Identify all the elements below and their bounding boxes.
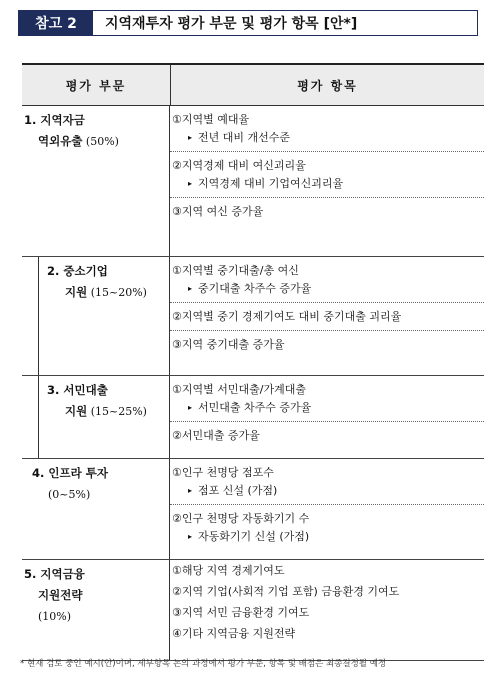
page-title: 지역재투자 평가 부문 및 평가 항목 [안*] (105, 16, 358, 32)
item-label: ①지역별 중기대출/총 여신 (172, 264, 299, 277)
category-cell (22, 106, 170, 256)
category-title: 1. 지역자금 (24, 113, 85, 127)
sub-item-label: 자동화기기 신설 (가점) (198, 530, 310, 543)
evaluation-item (170, 106, 484, 152)
table-body (22, 106, 484, 661)
category-subtitle: 역외유출 (38, 134, 83, 148)
footnote: * 현재 검토 중인 예시(안)이며, 세부항목 논의 과정에서 평가 부문, 항목 및 배점은 최종결정될 예정 (20, 659, 387, 669)
items-cell (170, 257, 484, 375)
triangle-bullet-icon: ▸ (188, 403, 193, 412)
evaluation-item (170, 331, 484, 358)
evaluation-item (170, 376, 484, 422)
category-weight (24, 131, 169, 152)
triangle-bullet-icon: ▸ (188, 179, 193, 188)
table-row (22, 257, 484, 376)
category-title: 4. 인프라 투자 (32, 466, 108, 480)
item-label: ②지역경제 대비 여신괴리율 (172, 159, 306, 172)
title-tag: 참고 2 (19, 11, 93, 35)
sub-item (172, 129, 484, 147)
category-percent: (50%) (82, 135, 119, 148)
item-label: ①해당 지역 경제기여도 (172, 564, 285, 577)
evaluation-item (170, 422, 484, 449)
item-label: ①지역별 예대율 (172, 113, 250, 126)
table-row (22, 459, 484, 560)
item-label: ②지역별 중기 경제기여도 대비 중기대출 괴리율 (172, 310, 402, 323)
sub-item-label: 중기대출 차주수 증가율 (198, 282, 312, 295)
category-weight (32, 484, 169, 505)
category-percent: (15~20%) (87, 286, 147, 299)
sub-item-label: 지역경제 대비 기업여신괴리율 (198, 177, 344, 190)
sub-item (172, 280, 484, 298)
category-subtitle: 지원 (65, 285, 88, 299)
item-label: ③지역 중기대출 증가율 (172, 338, 285, 351)
items-cell (170, 106, 484, 256)
sub-item (172, 482, 484, 500)
sub-item (172, 399, 484, 417)
evaluation-item (170, 152, 484, 198)
category-title: 5. 지역금융 (24, 567, 85, 581)
category-cell (22, 560, 170, 660)
sub-item-label: 전년 대비 개선수준 (198, 131, 291, 144)
item-label: ③지역 여신 증가율 (172, 205, 264, 218)
items-cell (170, 560, 484, 660)
evaluation-item (170, 198, 484, 225)
category-weight (47, 401, 169, 422)
header-category: 평가 부문 (22, 65, 171, 105)
evaluation-item (170, 581, 484, 602)
category-percent: (15~25%) (87, 405, 147, 418)
evaluation-item (170, 623, 484, 644)
category-cell (22, 459, 170, 559)
item-label: ①지역별 서민대출/가계대출 (172, 383, 306, 396)
item-label: ②서민대출 증가율 (172, 429, 260, 442)
table-header (22, 65, 484, 106)
evaluation-item (170, 602, 484, 623)
evaluation-item (170, 257, 484, 303)
items-cell (170, 376, 484, 458)
category-subtitle: 지원 (65, 404, 88, 418)
evaluation-item (170, 459, 484, 505)
item-label: ②지역 기업(사회적 기업 포함) 금융환경 기여도 (172, 585, 400, 598)
evaluation-item (170, 560, 484, 581)
table-row (22, 106, 484, 257)
sub-item (172, 528, 484, 546)
category-percent: (10%) (38, 610, 72, 623)
triangle-bullet-icon: ▸ (188, 532, 193, 541)
triangle-bullet-icon: ▸ (188, 133, 193, 142)
category-subtitle: 지원전략 (38, 588, 83, 602)
items-cell (170, 459, 484, 559)
category-title: 2. 중소기업 (47, 264, 108, 278)
item-label: ④기타 지역금융 지원전략 (172, 627, 296, 640)
category-percent: (0~5%) (48, 488, 91, 501)
sub-item-label: 서민대출 차주수 증가율 (198, 401, 312, 414)
category-weight (24, 585, 169, 606)
header-items: 평가 항목 (297, 78, 358, 93)
sub-item-label: 점포 신설 (가점) (198, 484, 278, 497)
item-label: ③지역 서민 금융환경 기여도 (172, 606, 310, 619)
category-weight (47, 282, 169, 303)
triangle-bullet-icon: ▸ (188, 486, 193, 495)
evaluation-item (170, 505, 484, 550)
sub-item (172, 175, 484, 193)
table-row (22, 376, 484, 459)
triangle-bullet-icon: ▸ (188, 284, 193, 293)
title-box (18, 10, 478, 36)
evaluation-item (170, 303, 484, 331)
item-label: ①인구 천명당 점포수 (172, 466, 274, 479)
category-cell (38, 376, 170, 458)
item-label: ②인구 천명당 자동화기기 수 (172, 512, 310, 525)
category-title: 3. 서민대출 (47, 383, 108, 397)
evaluation-table (22, 63, 484, 661)
table-row (22, 560, 484, 661)
category-cell (38, 257, 170, 375)
